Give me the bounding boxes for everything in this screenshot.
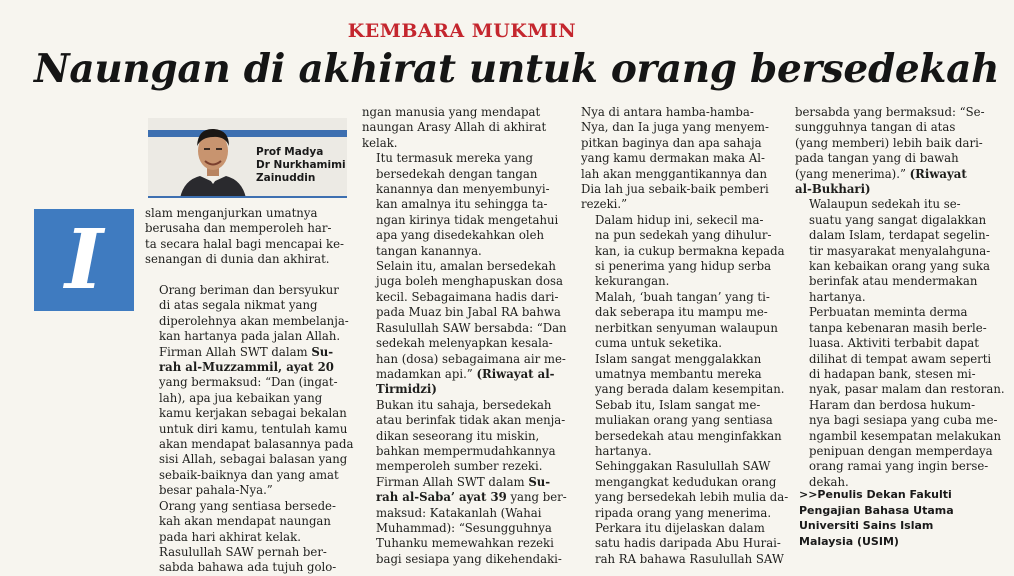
article-headline: Naungan di akhirat untuk orang bersedekah: [34, 46, 1000, 92]
paragraph: ngan manusia yang mendapat naungan Arasy Allah di akhirat kelak.: [362, 105, 547, 150]
byline-box: [148, 118, 347, 198]
paragraph: Dalam hidup ini, sekecil ma- na pun sedekah yang dihulur- kan, ia cukup bermakna kepada si penerima yang hidup serba kekurangan.: [595, 212, 785, 289]
author-byline: [256, 146, 347, 185]
paragraph: bersabda yang bermaksud: “Se- sungguhnya tangan di atas (yang memberi) lebih baik dari- pada tangan yang di bawah (yang menerima).” (Riwayat al-Bukhari): [795, 105, 985, 197]
paragraph: Malah, ‘buah tangan’ yang ti- dak seberapa itu mampu me- nerbitkan senyuman walaupun cuma untuk seketika.: [595, 289, 778, 351]
paragraph: Islam sangat menggalakkan umatnya membantu mereka yang berada dalam kesempitan.: [595, 351, 785, 397]
paragraph: Walaupun sedekah itu se- suatu yang sangat digalakkan dalam Islam, terdapat segelin- tir masyarakat menyalahguna- kan kebaikan orang yang suka berinfak atau mendermakan hartanya.: [809, 197, 991, 304]
paragraph: Perbuatan meminta derma tanpa kebenaran masih berle- luasa. Aktiviti terbabit dapat dilihat di tempat awam seperti di hadapan bank, stesen mi- nyak, pasar malam dan restoran.: [809, 305, 1005, 397]
paragraph: slam menganjurkan umatnya berusaha dan memperoleh har- ta secara halal bagi mencapai ke- senangan di dunia dan akhirat.: [145, 206, 345, 267]
paragraph: Orang yang sentiasa bersede- kah akan mendapat naungan pada hari akhirat kelak.: [159, 498, 336, 544]
column-1: [145, 283, 360, 576]
author-name-line1: Dr Nurkhamimi: [256, 159, 346, 171]
column-1-intro: [145, 206, 360, 268]
author-note: >>Penulis Dekan Fakulti Pengajian Bahasa Utama Universiti Sains Islam Malaysia (USIM): [799, 488, 954, 548]
paragraph: Firman Allah SWT dalam Su- rah al-Saba’ ayat 39 yang ber- maksud: Katakanlah (Wahai Muhammad): “Sesungguhnya Tuhanku memewahkan rezeki bagi sesiapa yang dikehendaki-: [376, 474, 567, 566]
paragraph: Firman Allah SWT dalam Su- rah al-Muzzammil, ayat 20 yang bermaksud: “Dan (ingat- lah), apa jua kebaikan yang kamu kerjakan sebagai bekalan untuk diri kamu, tentulah kamu akan mendapat balasannya pada sisi Allah, sebagai balasan yang sebaik-baiknya dan yang amat besar pahala-Nya.”: [159, 344, 354, 498]
paragraph: Sebab itu, Islam sangat me- muliakan orang yang sentiasa bersedekah atau menginfakkan hartanya.: [595, 397, 782, 458]
section-kicker: KEMBARA MUKMIN: [347, 20, 577, 42]
author-title: Prof Madya: [256, 146, 324, 158]
drop-cap: I: [34, 209, 134, 311]
paragraph: Rasulullah SAW pernah ber- sabda bahawa ada tujuh golo-: [159, 544, 337, 575]
paragraph: Nya di antara hamba-hamba- Nya, dan Ia juga yang menyem- pitkan baginya dan apa sahaja yang kamu dermakan maka Al- lah akan menggantikannya dan Dia lah jua sebaik-baik pemberi rezeki.”: [581, 105, 769, 212]
column-4: [795, 105, 1007, 490]
author-name-line2: Zainuddin: [256, 172, 316, 184]
byline-rule: [148, 196, 347, 198]
column-3: [581, 105, 793, 567]
paragraph: Perkara itu dijelaskan dalam satu hadis daripada Abu Hurai- rah RA bahawa Rasulullah SAW: [595, 520, 784, 566]
paragraph: Haram dan berdosa hukum- nya bagi sesiapa yang cuba me- ngambil kesempatan melakukan penipuan dengan memperdaya orang ramai yang ingin berse- dekah.: [809, 397, 1001, 489]
author-portrait: [178, 118, 248, 198]
paragraph: Itu termasuk mereka yang bersedekah dengan tangan kanannya dan menyembunyi- kan amalnya itu sehingga ta- ngan kirinya tidak mengetahui apa yang disedekahkan oleh tangan kanannya.: [376, 151, 559, 258]
paragraph: Bukan itu sahaja, bersedekah atau berinfak tidak akan menja- dikan seseorang itu miskin, bahkan mempermudahkannya memperoleh sumber rezeki.: [376, 397, 566, 474]
paragraph: Selain itu, amalan bersedekah juga boleh menghapuskan dosa kecil. Sebagaimana hadis dari- pada Muaz bin Jabal RA bahwa Rasulullah SAW bersabda: “Dan sedekah melenyapkan kesala- han (dosa) sebagaimana air me- madamkan api.” (Riwayat al- Tirmidzi): [376, 259, 567, 397]
paragraph: Orang beriman dan bersyukur di atas segala nikmat yang diperolehnya akan membelanja- kan hartanya pada jalan Allah.: [159, 283, 349, 344]
paragraph: Sehinggakan Rasulullah SAW mengangkat kedudukan orang yang bersedekah lebih mulia da- ripada orang yang menerima.: [595, 459, 789, 520]
column-2: [362, 105, 574, 567]
